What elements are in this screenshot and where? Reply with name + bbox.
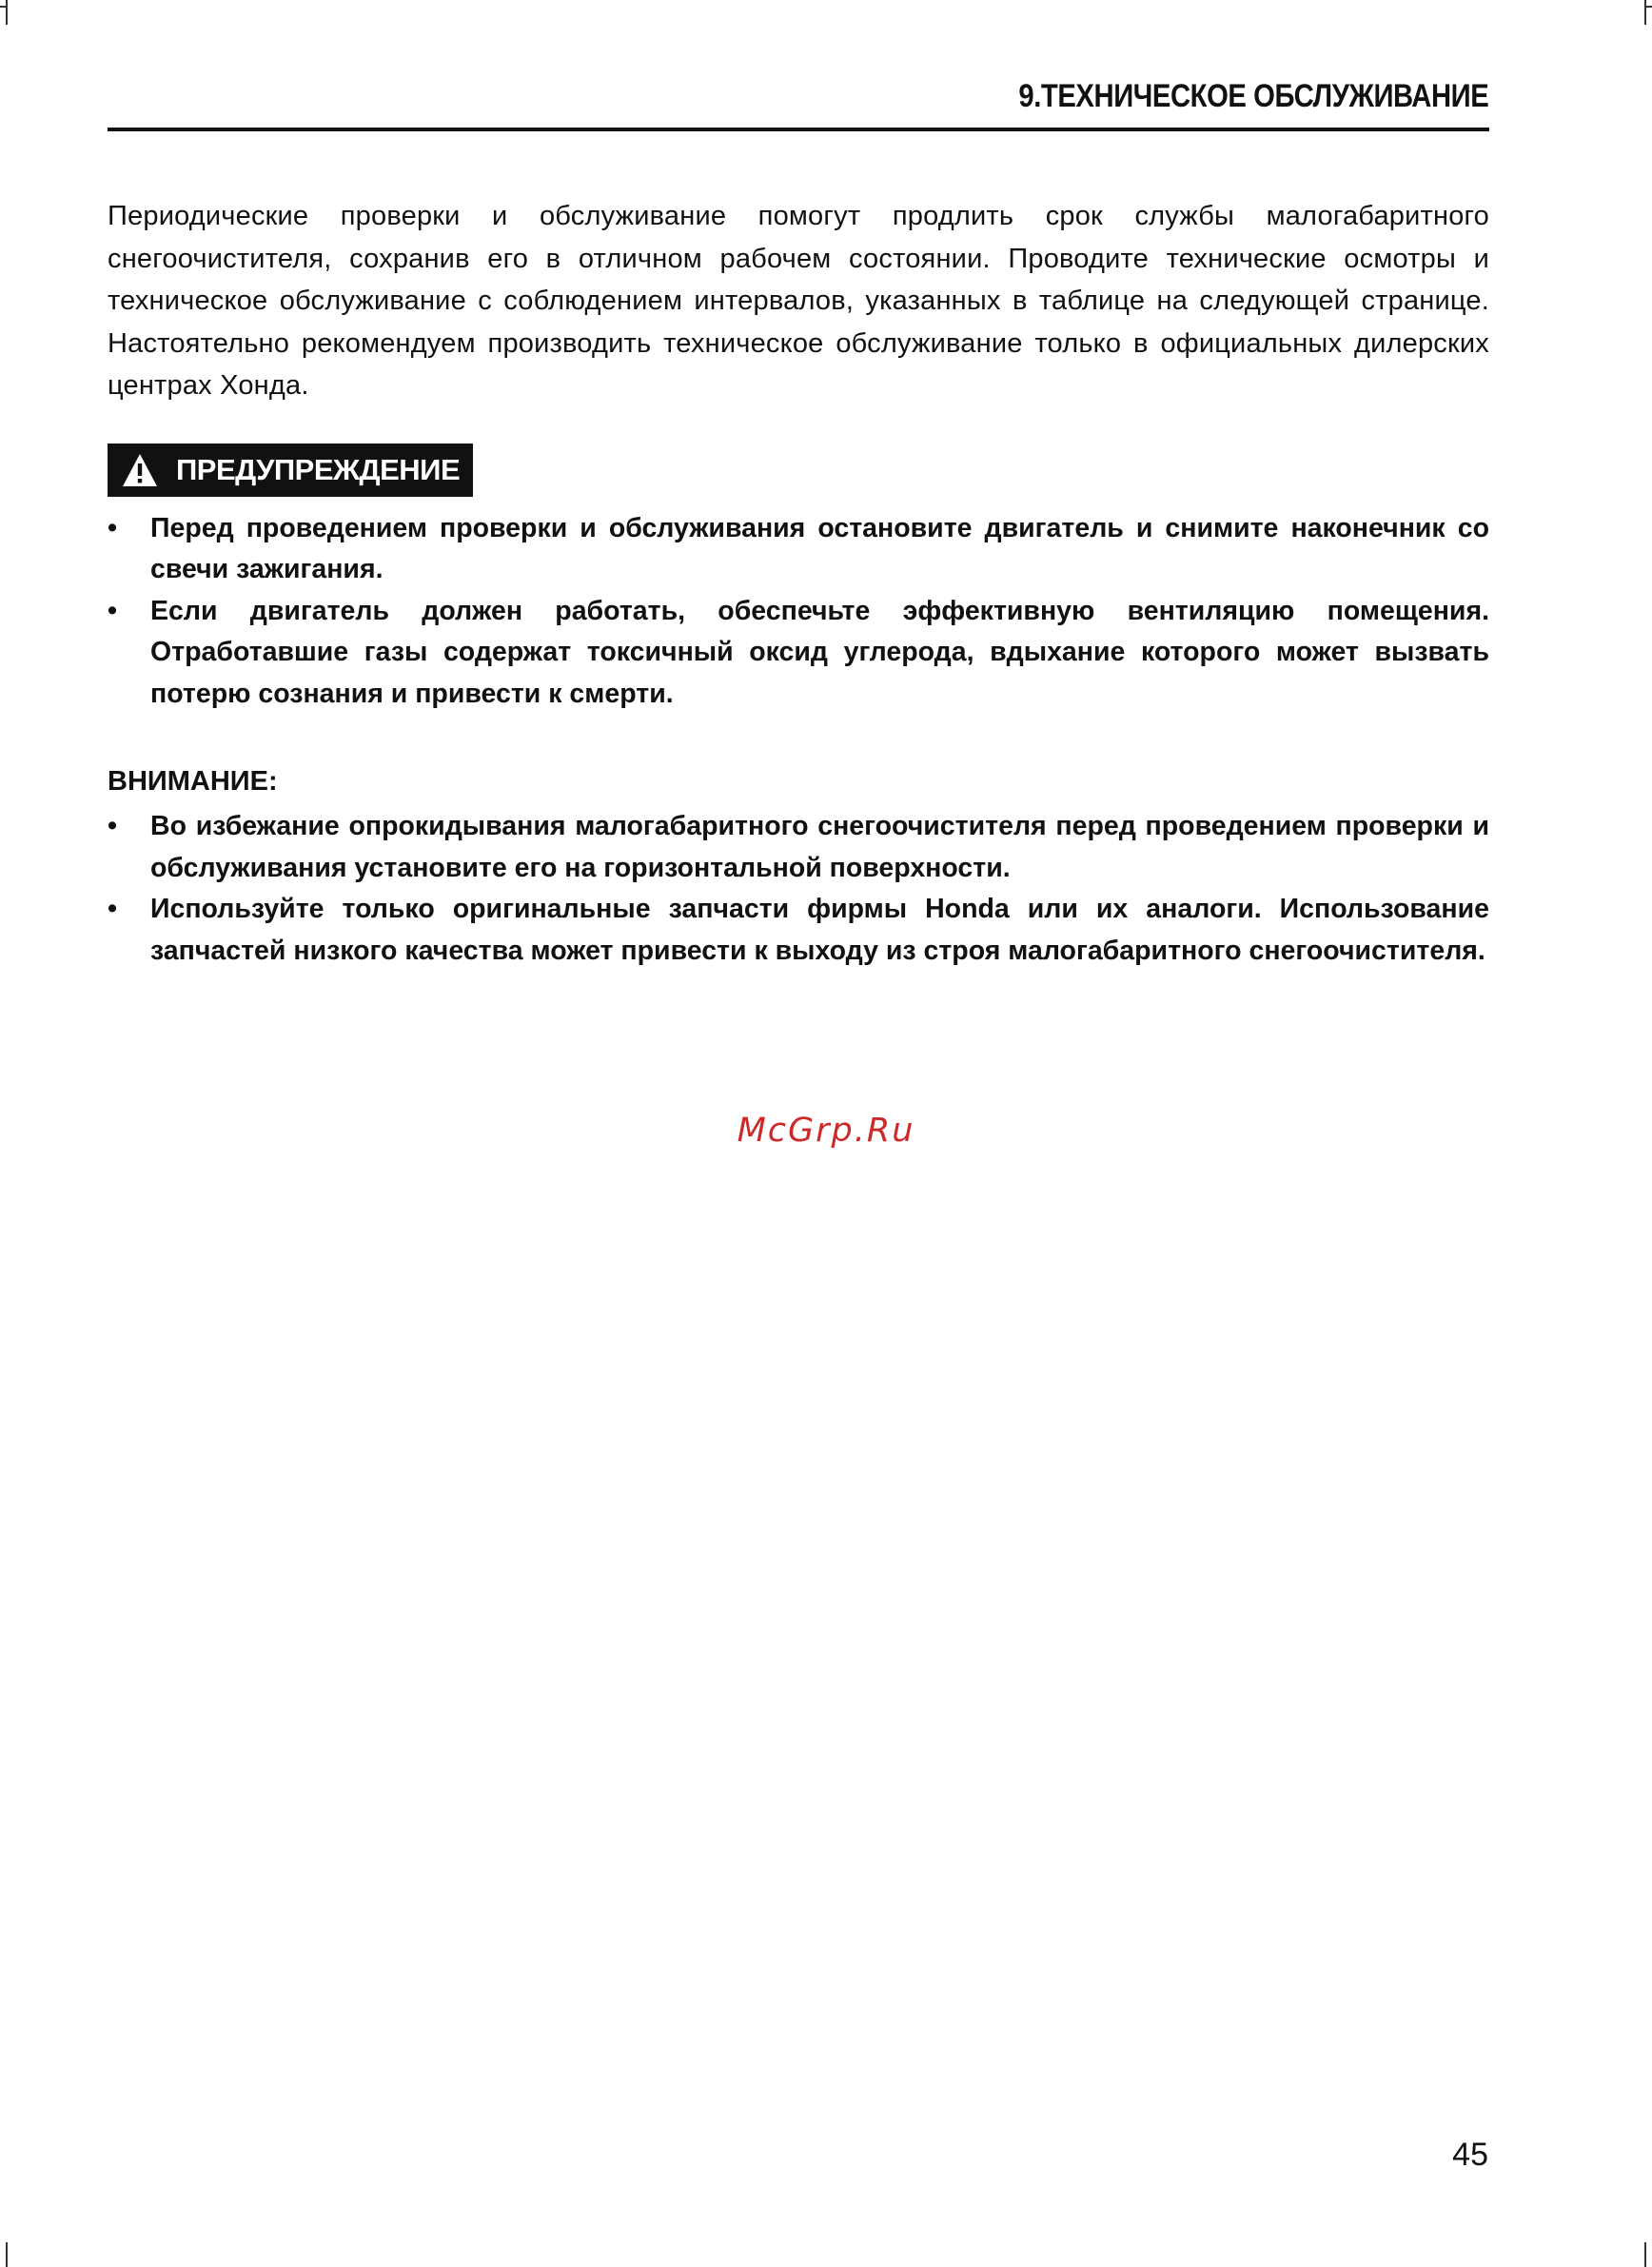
list-item [108,806,1489,889]
bullet: • [108,512,117,543]
list-item [108,889,1489,972]
list-item-text: Во избежание опрокидывания малогабаритного снегоочистителя перед проведением проверки и обслуживания установите его на горизонтальной поверхности. [150,811,1489,883]
watermark: McGrp.Ru [737,1112,915,1150]
header-divider [108,128,1489,131]
bullet: • [108,595,117,626]
page-content [108,195,1489,972]
intro-paragraph: Периодические проверки и обслуживание помогут продлить срок службы малогабаритного снегоочистителя, сохранив его в отличном рабочем состоянии. Проводите технические осмотры и техническое обслуживание с соблюдением интервалов, указанных в таблице на следующей странице. Настоятельно рекомендуем производить техническое обслуживание только в официальных дилерских центрах Хонда. [108,201,1489,401]
crop-mark [6,0,8,25]
warning-list [108,508,1489,716]
page-number: 45 [1452,2137,1488,2173]
list-item-text: Перед проведением проверки и обслуживания остановите двигатель и снимите наконечник со свечи зажигания. [150,512,1489,584]
attention-title: ВНИМАНИЕ: [108,766,278,797]
list-item-text: Используйте только оригинальные запчасти фирмы Honda или их аналоги. Использование запчастей низкого качества может привести к выходу из строя малогабаритного снегоочистителя. [150,894,1489,966]
bullet: • [108,894,117,924]
crop-mark [1644,2242,1646,2267]
crop-mark [6,2242,8,2267]
list-item [108,591,1489,716]
list-item [108,508,1489,591]
list-item-text: Если двигатель должен работать, обеспечьте эффективную вентиляцию помещения. Отработавшие газы содержат токсичный оксид углерода, вдыхание которого может вызвать потерю сознания и привести к смерти. [150,595,1489,709]
warning-badge [108,444,473,497]
warning-triangle-icon [121,452,159,488]
bullet: • [108,811,117,841]
crop-mark [1644,0,1646,25]
section-title: 9.ТЕХНИЧЕСКОЕ ОБСЛУЖИВАНИЕ [1018,78,1488,114]
warning-label: ПРЕДУПРЕЖДЕНИЕ [176,452,461,486]
attention-list [108,806,1489,972]
